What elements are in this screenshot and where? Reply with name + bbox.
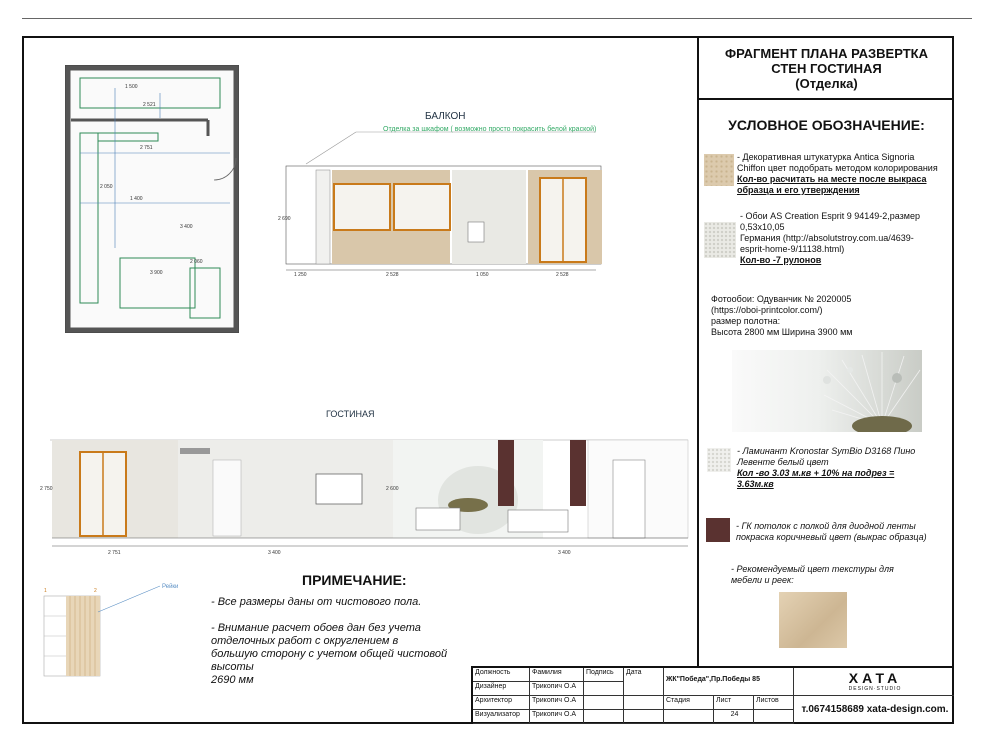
stamp-name-3: Трикопич О.А <box>530 710 584 724</box>
stamp-sign-3 <box>584 710 624 724</box>
legend-item-ceiling: - ГК потолок с полкой для диодной ленты покраска коричневый цвет (выкрас образца) <box>736 521 927 542</box>
balcony-height: 2 690 <box>278 216 291 222</box>
living-label: ГОСТИНАЯ <box>326 409 375 419</box>
stamp-role-3: Визуализатор <box>473 710 530 724</box>
plan-dim-7: 2 060 <box>190 259 203 265</box>
stamp-contact: т.0674158689 xata-design.com. <box>801 704 949 715</box>
stamp-h-sheets: Листов <box>754 696 794 710</box>
stamp-h-position: Должность <box>473 668 530 682</box>
balcony-dim-2: 2 528 <box>386 272 399 278</box>
plan-dim-5: 1 400 <box>130 196 143 202</box>
living-height-2: 2 600 <box>386 486 399 492</box>
legend-heading: УСЛОВНОЕ ОБОЗНАЧЕНИЕ: <box>728 117 925 133</box>
stamp-h-stage: Стадия <box>664 696 714 710</box>
note-1: - Все размеры даны от чистового пола. <box>211 596 422 608</box>
balcony-dim-4: 2 528 <box>556 272 569 278</box>
dandelion-photo <box>732 350 922 432</box>
stamp-sign-1 <box>584 682 624 696</box>
stamp-project: ЖК"Победа",Пр.Победы 85 <box>664 668 794 696</box>
sheet-title-line-2: СТЕН ГОСТИНАЯ <box>771 60 882 76</box>
legend-item-photo-wallpaper: Фотообои: Одуванчик № 2020005 (https://oboi-printcolor.com/) размер полотна: Высота 2800 мм Ширина 3900 мм <box>711 294 853 337</box>
living-dim-2: 3 400 <box>268 550 281 556</box>
balcony-note: Отделка за шкафом ( возможно просто покрасить белой краской) <box>383 126 597 133</box>
living-height: 2 750 <box>40 486 53 492</box>
stamp-sheets-value <box>754 710 794 724</box>
balcony-dim-1: 1 250 <box>294 272 307 278</box>
living-dim-1: 2 751 <box>108 550 121 556</box>
stamp-sheet-number: 24 <box>714 710 754 724</box>
sheet-title <box>699 38 954 100</box>
stamp-h-signature: Подпись <box>584 668 624 682</box>
legend-item-laminate: - Ламинант Kronostar SymBio D3168 Пино Левенте белый цвет Кол -во 3.03 м.кв + 10% на подрез = 3.63м.кв <box>737 446 916 489</box>
stamp-h-surname: Фамилия <box>530 668 584 682</box>
balcony-label: БАЛКОН <box>425 111 466 122</box>
wallpaper-swatch <box>704 222 736 258</box>
floor-plan <box>40 58 250 340</box>
stamp-date-3 <box>624 710 664 724</box>
top-rule <box>22 18 972 19</box>
plan-dim-4: 2 050 <box>100 184 113 190</box>
slat-number-2: 2 <box>94 588 97 594</box>
plan-dim-1: 1 500 <box>125 84 138 90</box>
living-elevation <box>38 430 698 560</box>
sheet-title-line-3: (Отделка) <box>795 75 858 91</box>
plan-dim-3: 2 751 <box>140 145 153 151</box>
balcony-elevation <box>276 130 606 280</box>
slats-detail <box>40 582 200 678</box>
note-2: - Внимание расчет обоев дан без учета отделочных работ с округлением в большую сторону с учетом общей чистовой высоты 2690 мм <box>211 622 448 686</box>
stamp-role-1: Дизайнер <box>473 682 530 696</box>
legend-item-wallpaper: - Обои AS Creation Esprit 9 94149-2,размер 0,53х10,05 Германия (http://absolutstroy.com.ua/4639- esprit-home-9/11138.html) Кол-во -7 рулонов <box>740 211 920 265</box>
living-dim-3: 3 400 <box>558 550 571 556</box>
stamp-role-2: Архитектор <box>473 696 530 710</box>
slats-label: Рейки <box>162 584 179 590</box>
plaster-swatch <box>704 154 734 186</box>
plan-dim-6: 3 900 <box>150 270 163 276</box>
plan-dim-8: 3 400 <box>180 224 193 230</box>
stamp-name-2: Трикопич О.А <box>530 696 584 710</box>
slat-number-1: 1 <box>44 588 47 594</box>
balcony-dim-3: 1 050 <box>476 272 489 278</box>
stamp-date-2 <box>624 696 664 710</box>
stamp-h-sheet: Лист <box>714 696 754 710</box>
notes-heading: ПРИМЕЧАНИЕ: <box>302 572 407 588</box>
ceiling-swatch <box>706 518 730 542</box>
stamp-stage-value <box>664 710 714 724</box>
legend-item-plaster: - Декоративная штукатурка Antica Signoria Chiffon цвет подобрать методом колорирования Кол-во расчитать на месте после выкраса образца и его утверждения <box>737 152 938 195</box>
title-stamp <box>471 666 954 724</box>
wood-swatch <box>779 592 847 648</box>
plan-dim-2: 2 521 <box>143 102 156 108</box>
stamp-sign-2 <box>584 696 624 710</box>
stamp-name-1: Трикопич О.А <box>530 682 584 696</box>
laminate-swatch <box>707 448 731 472</box>
studio-logo: ХАТА DESIGN·STUDIO <box>794 668 954 696</box>
stamp-h-date: Дата <box>624 668 664 696</box>
legend-item-wood: - Рекомендуемый цвет текстуры для мебели и реек: <box>731 564 894 585</box>
sheet-title-line-1: ФРАГМЕНТ ПЛАНА РАЗВЕРТКА <box>725 45 928 61</box>
